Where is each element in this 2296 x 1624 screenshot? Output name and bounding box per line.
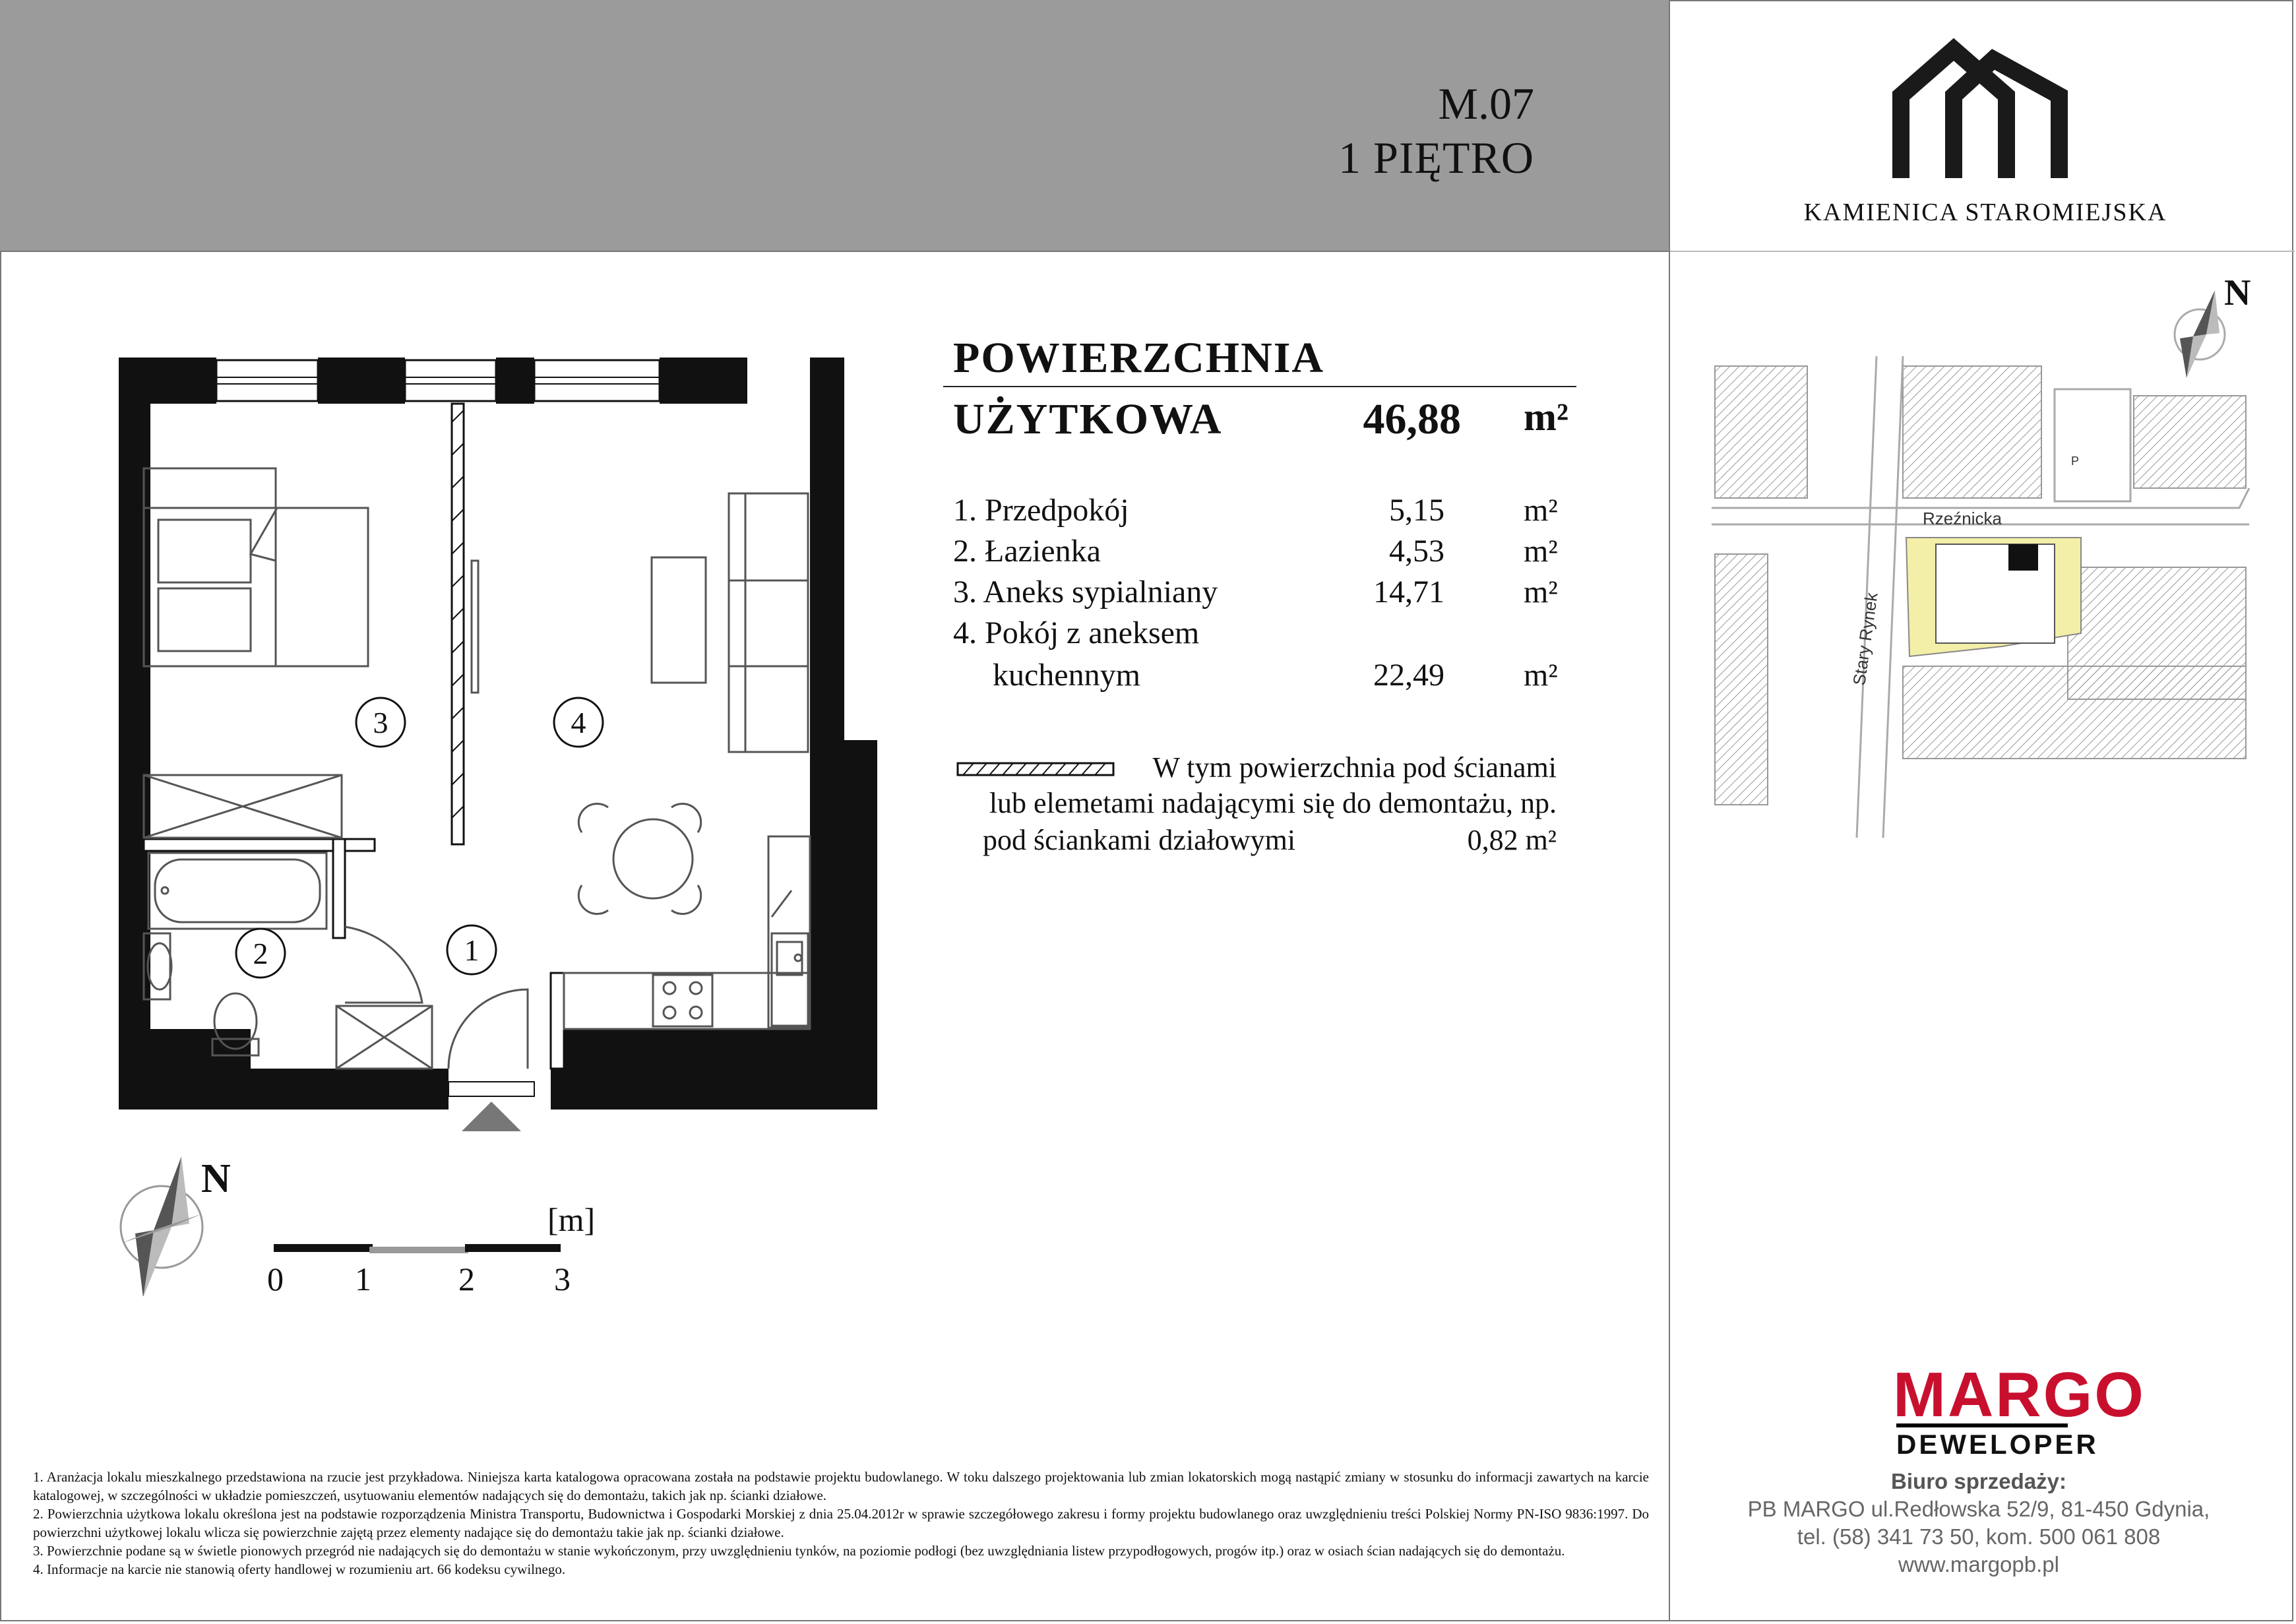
wall-legend-swatch (956, 762, 1115, 778)
footnote: 3. Powierzchnie podane są w świetle pionowych przegród nie nadających się do demontażu w stanie wykończonym, przy uwzględnieniu tynków, na poziomie podłogi (bez uwzględniania listew przypodłogowych, progów itp.) oraz w osiach ścian nadających się do demontażu. (33, 1543, 1565, 1559)
wardrobe-icon (144, 775, 342, 838)
north-label: N (201, 1156, 231, 1201)
map-parking-label: P (2071, 454, 2080, 468)
wall-note-line3: pod ściankami działowymi (983, 824, 1296, 856)
map-apartment-marker (2008, 544, 2038, 571)
header-band (0, 0, 1669, 252)
total-area-unit: m² (1524, 395, 1568, 439)
dining-table-icon (578, 803, 700, 914)
room-area-unit: m² (1524, 493, 1558, 528)
room-number-3: 3 (373, 706, 388, 739)
floor-plan (112, 343, 877, 1135)
sink-icon (772, 933, 808, 1026)
room-number-2: 2 (253, 937, 268, 970)
apartment-floor: 1 PIĘTRO (1338, 133, 1534, 183)
room-area-unit: m² (1524, 534, 1558, 569)
total-area: 46,88 (1363, 395, 1461, 443)
developer-logo: MARGO (1893, 1359, 2146, 1430)
wall-note-area: 0,82 m² (1467, 824, 1557, 856)
map-street-stary-rynek: Stary Rynek (1849, 591, 1882, 687)
room-area: 14,71 (1373, 575, 1444, 609)
map-compass-icon (2170, 280, 2233, 379)
developer-logo-sub: DEWELOPER (1896, 1423, 2068, 1460)
scale-tick: 3 (554, 1261, 571, 1297)
door-swings (345, 927, 528, 1069)
footnote: 4. Informacje na karcie nie stanowią oferty handlowej w rozumieniu art. 66 kodeksu cywilnego. (33, 1561, 566, 1577)
scale-bar (270, 1240, 561, 1260)
summary-title-line1: POWIERZCHNIA (953, 334, 1325, 382)
map-street-rzeznicka: Rzeźnicka (1923, 509, 2002, 528)
compass-icon (109, 1144, 214, 1296)
room-label: kuchennym (993, 658, 1140, 693)
footnotes (33, 1468, 1649, 1578)
tv-icon (472, 561, 478, 693)
room-area-unit: m² (1524, 658, 1558, 693)
bathtub-icon (148, 853, 326, 929)
scale-tick: 2 (458, 1261, 475, 1297)
room-number-4: 4 (571, 706, 586, 739)
entrance-marker-icon (462, 1102, 521, 1131)
wall-note-line1: W tym powierzchnia pod ścianami (1152, 751, 1557, 784)
footnote: 1. Aranżacja lokalu mieszkalnego przedstawiona na rzucie jest przykładowa. Niniejsza karta katalogowa opracowana została na podstawie projektu budowlanego. W toku dalszego projektowania lub zmian lokatorskich mogą nastąpić zmiany w stosunku do informacji zawartych na karcie katalogowej, w szczególności w układzie pomieszczeń, usytuowaniu elementów nadających się do demontażu, takich jak np. ścianki działowe. (33, 1469, 1649, 1503)
website-link[interactable]: www.margopb.pl (1898, 1552, 2059, 1577)
entrance-threshold (449, 1082, 534, 1096)
sales-office-address: PB MARGO ul.Redłowska 52/9, 81-450 Gdynia, (1747, 1497, 2210, 1521)
bed-icon (144, 468, 368, 666)
room-label: 2. Łazienka (953, 534, 1101, 569)
summary-rule (943, 386, 1576, 387)
room-number-1: 1 (464, 933, 480, 967)
room-label: 4. Pokój z aneksem (953, 615, 1200, 650)
sofa-icon (729, 493, 808, 752)
map-north-label: N (2224, 272, 2251, 313)
scale-unit: [m] (547, 1201, 596, 1238)
plan-windows (216, 360, 660, 401)
location-map (1712, 356, 2252, 844)
room-area: 4,53 (1389, 534, 1444, 569)
sales-office-title: Biuro sprzedaży: (1891, 1469, 2066, 1493)
sales-office (1715, 1468, 2243, 1578)
sales-office-phone: tel. (58) 341 73 50, kom. 500 061 808 (1797, 1524, 2161, 1549)
scale-tick: 1 (355, 1261, 371, 1297)
footnote: 2. Powierzchnia użytkowa lokalu określona jest na podstawie rozporządzenia Ministra Transportu, Budownictwa i Gospodarki Morskiej z dnia 25.04.2012r w sprawie szczegółowego zakresu i formy projektu budowlanego oraz uwzględnieniu treści Polskiej Normy PN-ISO 9836:1997. Do powierzchni użytkowej lokalu wlicza się powierzchnie zajętą przez elementy nadające się do demontażu takie jak np. ścianki działowe. (33, 1506, 1649, 1540)
wall-note-line2: lub elemetami nadającymi się do demontażu, np. (989, 787, 1557, 819)
plan-walls (119, 358, 877, 1109)
shower-icon (336, 1006, 432, 1069)
stove-icon (653, 975, 712, 1026)
room-area: 5,15 (1389, 493, 1444, 528)
coffee-table-icon (652, 557, 706, 683)
room-label: 3. Aneks sypialniany (953, 575, 1218, 609)
apartment-code: M.07 (1438, 78, 1534, 129)
room-area-unit: m² (1524, 575, 1558, 609)
room-label: 1. Przedpokój (953, 493, 1129, 528)
brand-name: KAMIENICA STAROMIEJSKA (1803, 199, 2167, 226)
scale-tick: 0 (267, 1261, 284, 1297)
room-area: 22,49 (1373, 658, 1444, 693)
summary-title-line2: UŻYTKOWA (953, 395, 1223, 443)
fridge-icon (772, 890, 791, 917)
